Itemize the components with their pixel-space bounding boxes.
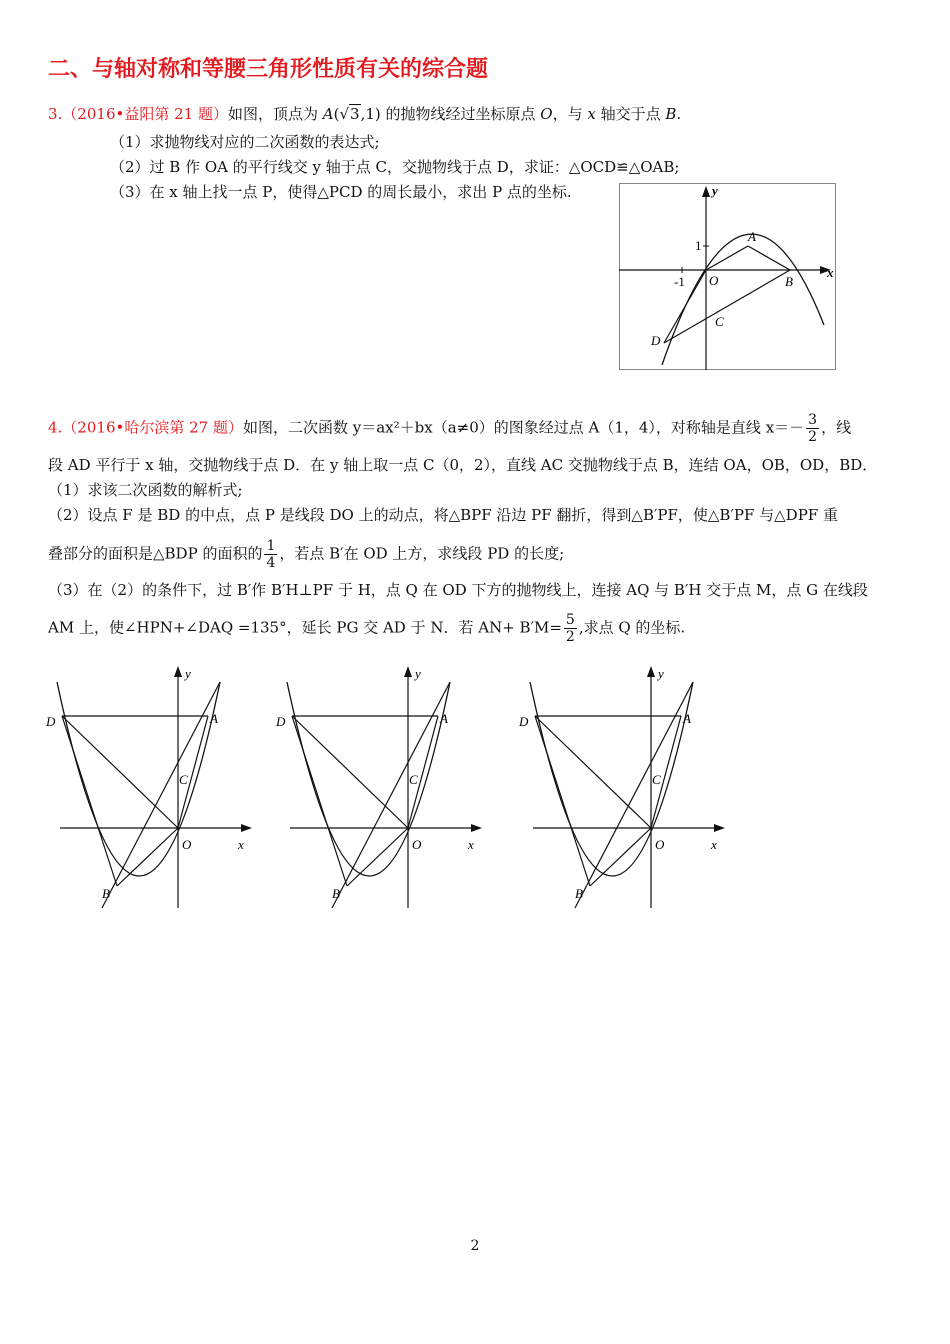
- segment-OB: [347, 828, 408, 886]
- q3-parabola: [662, 234, 824, 365]
- page-number: 2: [470, 1238, 480, 1254]
- label-C: C: [652, 772, 661, 787]
- q4-line-3: （1）求该二次函数的解析式;: [48, 481, 243, 499]
- q3-label-B: B: [785, 274, 793, 289]
- parabola: [287, 682, 450, 876]
- q4-line-5: 叠部分的面积是△BDP 的面积的 $\frac{1}{4}$ ，若点 B′在 OD 上方，求线段 PD 的长度;: [48, 538, 565, 571]
- label-y: y: [415, 666, 421, 681]
- label-B: B: [102, 886, 110, 901]
- label-D: D: [519, 714, 529, 729]
- segment-BD: [292, 716, 347, 886]
- q3-label-C: C: [715, 314, 724, 329]
- q4-source: 4.（2016•哈尔滨第 27 题）: [48, 418, 243, 437]
- label-y: y: [185, 666, 191, 681]
- label-A: A: [683, 711, 691, 726]
- label-y: y: [658, 666, 664, 681]
- q3-source: 3.（2016•益阳第 21 题）: [48, 105, 228, 123]
- q4-figure-1: [40, 660, 260, 912]
- y-arrow-icon: [174, 666, 182, 677]
- q3-label-A: A: [748, 229, 756, 244]
- segment-BD: [62, 716, 117, 886]
- q4-line-1: 4.（2016•哈尔滨第 27 题）如图，二次函数 y＝ax²＋bx（a≠0）的图象经过点 A（1，4），对称轴是直线 x＝－ $\frac{3}{2}$ ，线: [48, 412, 852, 445]
- q3-figure: [619, 183, 837, 371]
- q4-figure-2: [270, 660, 490, 912]
- label-B: B: [332, 886, 340, 901]
- x-arrow-icon: [714, 824, 725, 832]
- q3-label-x: x: [827, 265, 834, 280]
- q3-stem: 3.（2016•益阳第 21 题）如图，顶点为 A(√3,1) 的抛物线经过坐标原点 O，与 x 轴交于点 B.: [48, 105, 682, 123]
- q3-segment-OA: [706, 246, 748, 270]
- x-arrow-icon: [471, 824, 482, 832]
- q3-segment-OD: [664, 270, 706, 343]
- q3-label-O: O: [709, 273, 719, 288]
- label-C: C: [179, 772, 188, 787]
- q4-line-6: （3）在（2）的条件下，过 B′作 B′H⊥PF 于 H，点 Q 在 OD 下方的抛物线上，连接 AQ 与 B′H 交于点 M，点 G 在线段: [48, 581, 868, 599]
- fraction-5-2: $\frac{5}{2}$: [565, 612, 575, 645]
- y-arrow-icon: [404, 666, 412, 677]
- q4-figure-3: [513, 660, 733, 912]
- label-x: x: [711, 837, 717, 852]
- q3-part-3: （3）在 x 轴上找一点 P，使得△PCD 的周长最小，求出 P 点的坐标.: [110, 183, 572, 201]
- label-B: B: [575, 886, 583, 901]
- q3-part-2: （2）过 B 作 OA 的平行线交 y 轴于点 C，交抛物线于点 D，求证：△OCD≌△OAB;: [110, 158, 680, 176]
- segment-BD: [535, 716, 590, 886]
- q3-label-1: 1: [695, 238, 702, 253]
- fraction-3-2: $\frac{3}{2}$: [808, 412, 818, 445]
- label-D: D: [46, 714, 56, 729]
- label-A: A: [210, 711, 218, 726]
- x-arrow-icon: [241, 824, 252, 832]
- label-C: C: [409, 772, 418, 787]
- q3-part-1: （1）求抛物线对应的二次函数的表达式;: [110, 133, 380, 151]
- segment-OB: [117, 828, 178, 886]
- label-O: O: [182, 837, 192, 852]
- q3-label-y: y: [712, 183, 718, 198]
- label-x: x: [468, 837, 474, 852]
- q3-label-D: D: [651, 333, 661, 348]
- q4-line-7: AM 上，使∠HPN+∠DAQ =135°，延长 PG 交 AD 于 N．若 AN+ B′M= $\frac{5}{2}$ ,求点 Q 的坐标.: [48, 612, 686, 645]
- q4-line-4: （2）设点 F 是 BD 的中点，点 P 是线段 DO 上的动点，将△BPF 沿边 PF 翻折，得到△B′PF，使△B′PF 与△DPF 重: [48, 506, 838, 524]
- label-O: O: [655, 837, 665, 852]
- parabola: [530, 682, 693, 876]
- q3-segment-AB: [748, 246, 790, 270]
- segment-OB: [590, 828, 651, 886]
- q4-line-2: 段 AD 平行于 x 轴，交抛物线于点 D．在 y 轴上取一点 C（0，2），直线 AC 交抛物线于点 B，连结 OA，OB，OD，BD．: [48, 456, 878, 474]
- label-O: O: [412, 837, 422, 852]
- fraction-1-4: $\frac{1}{4}$: [266, 538, 276, 571]
- q3-label-neg1: -1: [674, 274, 685, 289]
- section-title: 二、与轴对称和等腰三角形性质有关的综合题: [48, 57, 489, 82]
- y-arrow-icon: [647, 666, 655, 677]
- q3-y-arrow-icon: [702, 186, 710, 197]
- label-D: D: [276, 714, 286, 729]
- parabola: [57, 682, 220, 876]
- label-x: x: [238, 837, 244, 852]
- label-A: A: [440, 711, 448, 726]
